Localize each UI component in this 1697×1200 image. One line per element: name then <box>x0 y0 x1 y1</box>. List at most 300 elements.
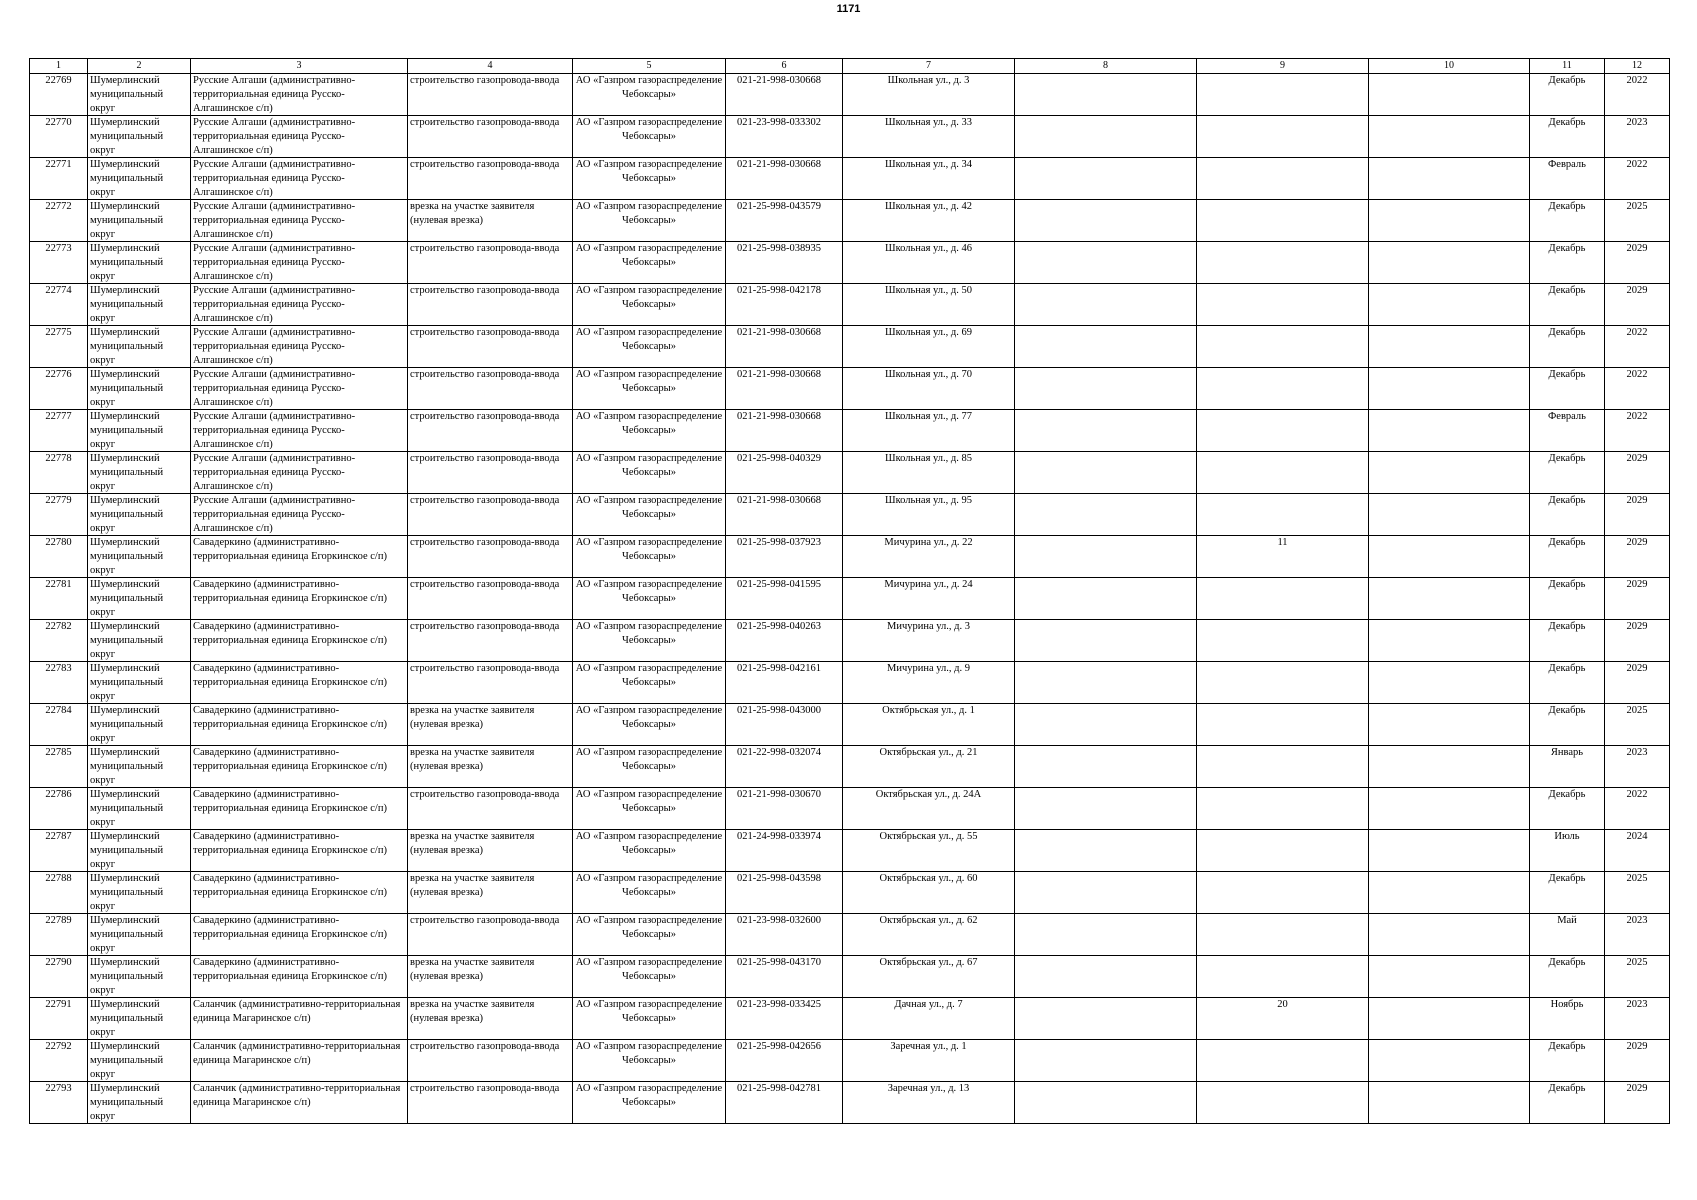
work-type-cell-text: строительство газопровода-ввода <box>410 285 560 296</box>
address-cell <box>843 242 1015 284</box>
address-cell-text: Дачная ул., д. 7 <box>894 999 963 1010</box>
address-cell-text: Школьная ул., д. 77 <box>884 411 973 422</box>
column-10-cell-text <box>1371 746 1527 787</box>
district-cell-text: Шумерлинский муниципальный округ <box>90 789 164 828</box>
column-header-6: 6 <box>726 59 843 74</box>
district-cell-text: Шумерлинский муниципальный округ <box>90 747 164 786</box>
month-cell-text: Декабрь <box>1548 1041 1586 1052</box>
work-type-cell-text: врезка на участке заявителя (нулевая врезка) <box>410 747 535 772</box>
column-9-cell-text <box>1199 452 1366 493</box>
column-8-cell-text <box>1017 914 1194 955</box>
application-code-cell-text: 021-21-998-030668 <box>737 159 821 170</box>
column-8-cell-text <box>1017 1040 1194 1081</box>
address-cell <box>843 1040 1015 1082</box>
year-cell <box>1605 788 1670 830</box>
settlement-cell <box>191 872 408 914</box>
year-cell-text: 2022 <box>1626 411 1648 422</box>
settlement-cell <box>191 242 408 284</box>
column-8-cell-text <box>1017 494 1194 535</box>
year-cell <box>1605 998 1670 1040</box>
column-8-cell <box>1015 368 1197 410</box>
column-10-cell <box>1369 368 1530 410</box>
work-type-cell <box>408 116 573 158</box>
record-number <box>30 116 88 158</box>
address-cell <box>843 116 1015 158</box>
year-cell <box>1605 830 1670 872</box>
application-code-cell <box>726 326 843 368</box>
address-cell-text: Заречная ул., д. 13 <box>887 1083 970 1094</box>
column-9-cell-text <box>1199 956 1366 997</box>
district-cell-text: Шумерлинский муниципальный округ <box>90 705 164 744</box>
organization-cell <box>573 998 726 1040</box>
organization-cell-text: АО «Газпром газораспределение Чебоксары» <box>575 453 723 478</box>
column-9-cell <box>1197 578 1369 620</box>
column-header-1: 1 <box>30 59 88 74</box>
settlement-cell <box>191 998 408 1040</box>
record-number-text: 22792 <box>45 1041 72 1052</box>
district-cell <box>88 326 191 368</box>
column-header-7: 7 <box>843 59 1015 74</box>
column-10-cell-text <box>1371 158 1527 199</box>
column-10-cell-text <box>1371 452 1527 493</box>
month-cell-text: Май <box>1557 915 1577 926</box>
column-8-cell-text <box>1017 410 1194 451</box>
organization-cell <box>573 536 726 578</box>
column-9-cell <box>1197 704 1369 746</box>
table-row <box>30 494 1670 536</box>
column-8-cell <box>1015 116 1197 158</box>
column-9-cell <box>1197 74 1369 116</box>
application-code-cell-text: 021-21-998-030668 <box>737 411 821 422</box>
record-number-text: 22791 <box>45 999 72 1010</box>
application-code-cell <box>726 494 843 536</box>
organization-cell <box>573 368 726 410</box>
district-cell-text: Шумерлинский муниципальный округ <box>90 411 164 450</box>
district-cell <box>88 242 191 284</box>
district-cell-text: Шумерлинский муниципальный округ <box>90 369 164 408</box>
work-type-cell-text: врезка на участке заявителя (нулевая врезка) <box>410 831 535 856</box>
district-cell <box>88 620 191 662</box>
month-cell-text: Декабрь <box>1548 579 1586 590</box>
column-9-cell <box>1197 662 1369 704</box>
record-number <box>30 914 88 956</box>
year-cell <box>1605 410 1670 452</box>
column-9-cell <box>1197 200 1369 242</box>
district-cell <box>88 74 191 116</box>
application-code-cell-text: 021-25-998-042178 <box>737 285 821 296</box>
month-cell-text: Ноябрь <box>1550 999 1584 1010</box>
record-number-text: 22769 <box>45 75 72 86</box>
column-9-cell-text <box>1199 284 1366 325</box>
column-10-cell <box>1369 578 1530 620</box>
district-cell <box>88 788 191 830</box>
column-10-cell <box>1369 452 1530 494</box>
column-8-cell-text <box>1017 368 1194 409</box>
column-10-cell-text <box>1371 74 1527 115</box>
address-cell-text: Мичурина ул., д. 3 <box>886 621 970 632</box>
month-cell-text: Декабрь <box>1548 705 1586 716</box>
settlement-cell <box>191 662 408 704</box>
month-cell-text: Декабрь <box>1548 873 1586 884</box>
work-type-cell-text: строительство газопровода-ввода <box>410 327 560 338</box>
work-type-cell-text: строительство газопровода-ввода <box>410 453 560 464</box>
column-8-cell <box>1015 872 1197 914</box>
table-row <box>30 326 1670 368</box>
month-cell <box>1530 662 1605 704</box>
work-type-cell <box>408 998 573 1040</box>
work-type-cell <box>408 620 573 662</box>
organization-cell-text: АО «Газпром газораспределение Чебоксары» <box>575 957 723 982</box>
application-code-cell <box>726 998 843 1040</box>
district-cell-text: Шумерлинский муниципальный округ <box>90 159 164 198</box>
address-cell <box>843 494 1015 536</box>
address-cell-text: Школьная ул., д. 85 <box>884 453 973 464</box>
address-cell-text: Школьная ул., д. 33 <box>884 117 973 128</box>
table-row <box>30 368 1670 410</box>
application-code-cell-text: 021-25-998-043170 <box>737 957 821 968</box>
column-10-cell-text <box>1371 242 1527 283</box>
table-row <box>30 830 1670 872</box>
organization-cell-text: АО «Газпром газораспределение Чебоксары» <box>575 831 723 856</box>
district-cell <box>88 452 191 494</box>
address-cell <box>843 536 1015 578</box>
record-number <box>30 998 88 1040</box>
month-cell-text: Июль <box>1554 831 1580 842</box>
month-cell <box>1530 998 1605 1040</box>
application-code-cell-text: 021-21-998-030668 <box>737 327 821 338</box>
table-row <box>30 158 1670 200</box>
month-cell-text: Декабрь <box>1548 327 1586 338</box>
column-8-cell <box>1015 746 1197 788</box>
year-cell-text: 2022 <box>1626 327 1648 338</box>
column-8-cell-text <box>1017 74 1194 115</box>
organization-cell <box>573 1040 726 1082</box>
work-type-cell-text: строительство газопровода-ввода <box>410 621 560 632</box>
year-cell <box>1605 74 1670 116</box>
record-number-text: 22777 <box>45 411 72 422</box>
column-9-cell-text <box>1199 704 1366 745</box>
settlement-cell-text: Савадеркино (административно-территориальная единица Егоркинское с/п) <box>193 789 387 814</box>
address-cell <box>843 662 1015 704</box>
work-type-cell <box>408 242 573 284</box>
column-10-cell-text <box>1371 326 1527 367</box>
column-10-cell <box>1369 74 1530 116</box>
column-8-cell <box>1015 410 1197 452</box>
application-code-cell-text: 021-21-998-030670 <box>737 789 821 800</box>
column-8-cell <box>1015 956 1197 998</box>
address-cell <box>843 158 1015 200</box>
organization-cell <box>573 242 726 284</box>
settlement-cell <box>191 410 408 452</box>
organization-cell <box>573 158 726 200</box>
year-cell-text: 2022 <box>1626 159 1648 170</box>
application-code-cell <box>726 116 843 158</box>
month-cell-text: Январь <box>1550 747 1584 758</box>
year-cell-text: 2029 <box>1626 621 1648 632</box>
column-10-cell <box>1369 872 1530 914</box>
work-type-cell-text: строительство газопровода-ввода <box>410 1041 560 1052</box>
column-10-cell <box>1369 914 1530 956</box>
district-cell-text: Шумерлинский муниципальный округ <box>90 243 164 282</box>
column-10-cell-text <box>1371 1040 1527 1081</box>
address-cell-text: Мичурина ул., д. 22 <box>884 537 973 548</box>
column-10-cell-text <box>1371 788 1527 829</box>
column-9-cell-text <box>1199 158 1366 199</box>
table-row <box>30 998 1670 1040</box>
settlement-cell <box>191 284 408 326</box>
district-cell <box>88 914 191 956</box>
year-cell <box>1605 1040 1670 1082</box>
record-number <box>30 284 88 326</box>
district-cell-text: Шумерлинский муниципальный округ <box>90 285 164 324</box>
year-cell-text: 2024 <box>1626 831 1648 842</box>
district-cell-text: Шумерлинский муниципальный округ <box>90 117 164 156</box>
column-8-cell-text <box>1017 788 1194 829</box>
record-number <box>30 1082 88 1124</box>
column-header-4: 4 <box>408 59 573 74</box>
address-cell-text: Заречная ул., д. 1 <box>890 1041 967 1052</box>
month-cell-text: Декабрь <box>1548 75 1586 86</box>
column-8-cell <box>1015 1082 1197 1124</box>
year-cell <box>1605 452 1670 494</box>
organization-cell-text: АО «Газпром газораспределение Чебоксары» <box>575 579 723 604</box>
year-cell-text: 2023 <box>1626 999 1648 1010</box>
settlement-cell <box>191 200 408 242</box>
record-number <box>30 620 88 662</box>
application-code-cell-text: 021-21-998-030668 <box>737 369 821 380</box>
month-cell <box>1530 830 1605 872</box>
column-10-cell <box>1369 200 1530 242</box>
work-type-cell <box>408 536 573 578</box>
record-number-text: 22774 <box>45 285 72 296</box>
address-cell-text: Школьная ул., д. 50 <box>884 285 973 296</box>
address-cell-text: Октябрьская ул., д. 24А <box>875 789 982 800</box>
year-cell <box>1605 746 1670 788</box>
month-cell-text: Декабрь <box>1548 453 1586 464</box>
district-cell <box>88 830 191 872</box>
year-cell-text: 2023 <box>1626 915 1648 926</box>
district-cell <box>88 284 191 326</box>
work-type-cell-text: строительство газопровода-ввода <box>410 369 560 380</box>
column-10-cell <box>1369 116 1530 158</box>
record-number-text: 22771 <box>45 159 72 170</box>
address-cell <box>843 284 1015 326</box>
column-9-cell-text <box>1199 410 1366 451</box>
record-number <box>30 830 88 872</box>
record-number <box>30 494 88 536</box>
application-code-cell-text: 021-21-998-030668 <box>737 75 821 86</box>
settlement-cell <box>191 914 408 956</box>
application-code-cell <box>726 368 843 410</box>
settlement-cell-text: Савадеркино (административно-территориальная единица Егоркинское с/п) <box>193 747 387 772</box>
organization-cell-text: АО «Газпром газораспределение Чебоксары» <box>575 243 723 268</box>
work-type-cell-text: строительство газопровода-ввода <box>410 663 560 674</box>
application-code-cell <box>726 578 843 620</box>
column-10-cell-text <box>1371 872 1527 913</box>
address-cell-text: Октябрьская ул., д. 67 <box>879 957 978 968</box>
column-10-cell <box>1369 410 1530 452</box>
work-type-cell-text: строительство газопровода-ввода <box>410 411 560 422</box>
address-cell-text: Школьная ул., д. 69 <box>884 327 973 338</box>
month-cell-text: Декабрь <box>1548 663 1586 674</box>
record-number-text: 22788 <box>45 873 72 884</box>
table-row <box>30 578 1670 620</box>
application-code-cell <box>726 704 843 746</box>
work-type-cell <box>408 830 573 872</box>
district-cell <box>88 704 191 746</box>
application-code-cell <box>726 788 843 830</box>
column-8-cell-text <box>1017 830 1194 871</box>
column-9-cell <box>1197 872 1369 914</box>
year-cell <box>1605 704 1670 746</box>
column-10-cell-text <box>1371 284 1527 325</box>
address-cell-text: Школьная ул., д. 95 <box>884 495 973 506</box>
application-code-cell-text: 021-25-998-043598 <box>737 873 821 884</box>
organization-cell-text: АО «Газпром газораспределение Чебоксары» <box>575 789 723 814</box>
settlement-cell <box>191 830 408 872</box>
table-row <box>30 872 1670 914</box>
record-number <box>30 956 88 998</box>
address-cell <box>843 620 1015 662</box>
district-cell-text: Шумерлинский муниципальный округ <box>90 201 164 240</box>
work-type-cell <box>408 368 573 410</box>
address-cell-text: Октябрьская ул., д. 1 <box>882 705 975 716</box>
work-type-cell <box>408 1040 573 1082</box>
settlement-cell <box>191 746 408 788</box>
record-number <box>30 242 88 284</box>
work-type-cell-text: врезка на участке заявителя (нулевая врезка) <box>410 999 535 1024</box>
column-8-cell <box>1015 914 1197 956</box>
settlement-cell <box>191 452 408 494</box>
record-number-text: 22780 <box>45 537 72 548</box>
column-8-cell-text <box>1017 1082 1194 1123</box>
district-cell-text: Шумерлинский муниципальный округ <box>90 831 164 870</box>
column-header-12: 12 <box>1605 59 1670 74</box>
column-8-cell-text <box>1017 620 1194 661</box>
column-10-cell <box>1369 956 1530 998</box>
work-type-cell <box>408 326 573 368</box>
work-type-cell-text: строительство газопровода-ввода <box>410 75 560 86</box>
record-number-text: 22776 <box>45 369 72 380</box>
work-type-cell <box>408 956 573 998</box>
column-9-cell <box>1197 326 1369 368</box>
year-cell <box>1605 200 1670 242</box>
year-cell-text: 2029 <box>1626 1083 1648 1094</box>
month-cell-text: Декабрь <box>1548 1083 1586 1094</box>
table-row <box>30 914 1670 956</box>
column-header-5: 5 <box>573 59 726 74</box>
work-type-cell-text: врезка на участке заявителя (нулевая врезка) <box>410 873 535 898</box>
district-cell <box>88 494 191 536</box>
table-row <box>30 956 1670 998</box>
column-9-cell-text <box>1199 1082 1366 1123</box>
district-cell <box>88 1082 191 1124</box>
address-cell <box>843 74 1015 116</box>
table-body <box>30 74 1670 1124</box>
record-number <box>30 536 88 578</box>
address-cell-text: Октябрьская ул., д. 55 <box>879 831 978 842</box>
column-10-cell <box>1369 494 1530 536</box>
month-cell <box>1530 74 1605 116</box>
district-cell-text: Шумерлинский муниципальный округ <box>90 957 164 996</box>
column-9-cell-text <box>1199 914 1366 955</box>
organization-cell-text: АО «Газпром газораспределение Чебоксары» <box>575 1083 723 1108</box>
settlement-cell-text: Савадеркино (административно-территориальная единица Егоркинское с/п) <box>193 873 387 898</box>
column-8-cell-text <box>1017 578 1194 619</box>
column-10-cell <box>1369 1040 1530 1082</box>
column-9-cell-text <box>1199 242 1366 283</box>
table-row <box>30 284 1670 326</box>
record-number <box>30 788 88 830</box>
record-number-text: 22773 <box>45 243 72 254</box>
month-cell <box>1530 326 1605 368</box>
settlement-cell <box>191 578 408 620</box>
month-cell-text: Декабрь <box>1548 495 1586 506</box>
application-code-cell-text: 021-23-998-033302 <box>737 117 821 128</box>
column-9-cell-text <box>1199 788 1366 829</box>
settlement-cell <box>191 536 408 578</box>
month-cell <box>1530 788 1605 830</box>
address-cell-text: Школьная ул., д. 42 <box>884 201 973 212</box>
month-cell-text: Декабрь <box>1548 789 1586 800</box>
settlement-cell <box>191 620 408 662</box>
settlement-cell-text: Савадеркино (административно-территориальная единица Егоркинское с/п) <box>193 957 387 982</box>
address-cell-text: Школьная ул., д. 70 <box>884 369 973 380</box>
address-cell <box>843 998 1015 1040</box>
record-number-text: 22770 <box>45 117 72 128</box>
address-cell-text: Мичурина ул., д. 9 <box>886 663 970 674</box>
application-code-cell <box>726 1040 843 1082</box>
record-number-text: 22778 <box>45 453 72 464</box>
month-cell <box>1530 368 1605 410</box>
column-9-cell <box>1197 494 1369 536</box>
column-9-cell-text <box>1199 368 1366 409</box>
address-cell-text: Октябрьская ул., д. 62 <box>879 915 978 926</box>
district-cell <box>88 578 191 620</box>
address-cell <box>843 746 1015 788</box>
record-number-text: 22779 <box>45 495 72 506</box>
column-9-cell-text <box>1199 578 1366 619</box>
column-10-cell <box>1369 242 1530 284</box>
year-cell-text: 2025 <box>1626 705 1648 716</box>
year-cell-text: 2025 <box>1626 201 1648 212</box>
record-number-text: 22789 <box>45 915 72 926</box>
column-9-cell <box>1197 746 1369 788</box>
column-8-cell-text <box>1017 746 1194 787</box>
column-9-cell-text <box>1199 662 1366 703</box>
column-8-cell-text <box>1017 872 1194 913</box>
address-cell <box>843 410 1015 452</box>
organization-cell <box>573 452 726 494</box>
month-cell <box>1530 242 1605 284</box>
district-cell <box>88 368 191 410</box>
record-number-text: 22784 <box>45 705 72 716</box>
settlement-cell-text: Русские Алгаши (административно-территориальная единица Русско-Алгашинское с/п) <box>193 285 356 324</box>
settlement-cell-text: Савадеркино (административно-территориальная единица Егоркинское с/п) <box>193 579 387 604</box>
application-code-cell <box>726 872 843 914</box>
column-9-cell-text <box>1199 74 1366 115</box>
application-code-cell <box>726 536 843 578</box>
column-10-cell-text <box>1371 116 1527 157</box>
organization-cell-text: АО «Газпром газораспределение Чебоксары» <box>575 705 723 730</box>
organization-cell-text: АО «Газпром газораспределение Чебоксары» <box>575 327 723 352</box>
column-9-cell <box>1197 788 1369 830</box>
record-number-text: 22775 <box>45 327 72 338</box>
work-type-cell-text: строительство газопровода-ввода <box>410 537 560 548</box>
column-9-cell <box>1197 158 1369 200</box>
column-header-11: 11 <box>1530 59 1605 74</box>
table-row <box>30 1082 1670 1124</box>
